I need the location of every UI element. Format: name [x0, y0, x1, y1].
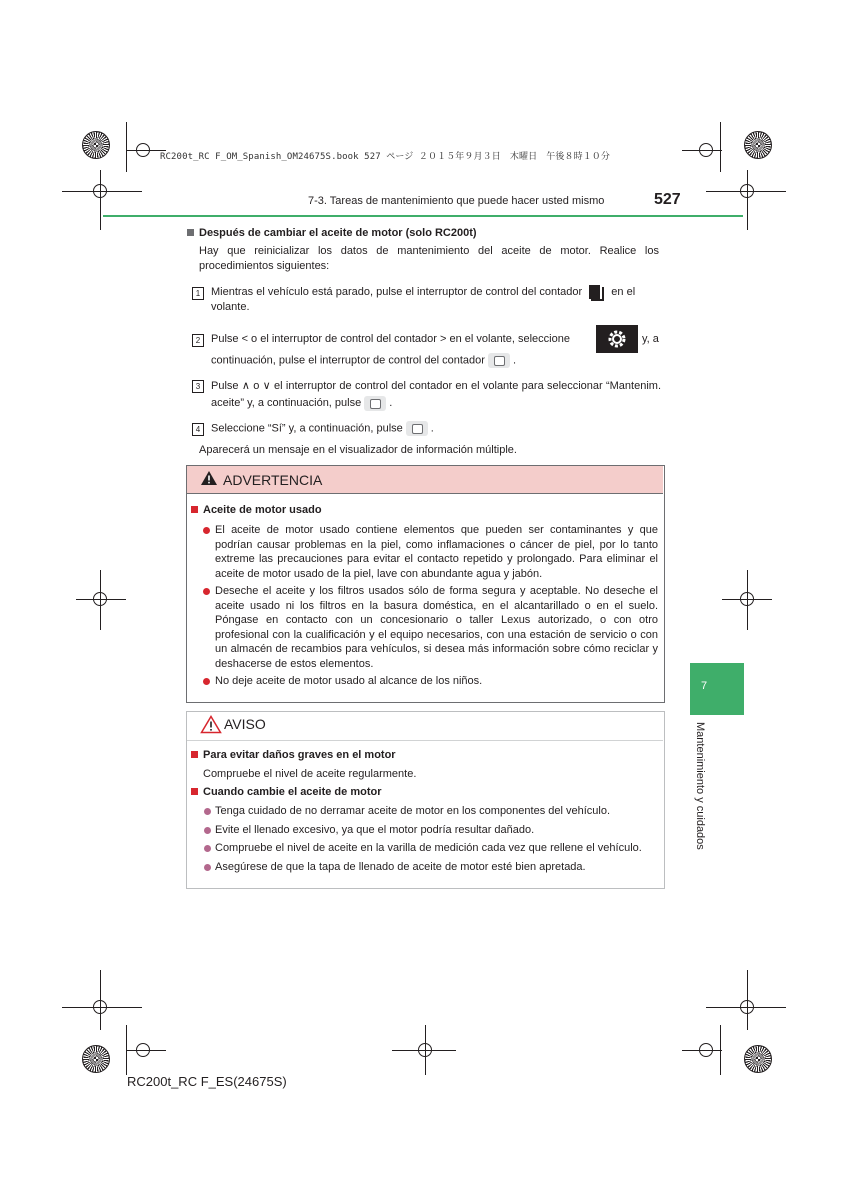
square-bullet-icon — [191, 751, 198, 758]
bullet-icon — [203, 588, 210, 595]
notice-subheading — [191, 786, 382, 798]
registration-mark-icon — [136, 1043, 150, 1057]
step-2-text: Pulse < o el interruptor de control del contador > en el volante, seleccione — [211, 333, 570, 345]
warning-bullet-text: Deseche el aceite y los filtros usados sólo de forma segura y aceptable. No deseche el aceite usado ni los filtros en la basura doméstica, en el alcantarillado o en el suelo. Póngase en contacto con un concesionario o taller Lexus autorizado, o con otro profesional con la cualificación y el equipo necesarios, con una estación de servicio o con un almacén de recambios para vehículos, si desea más información sobre cómo reciclar y deshacerse de estos elementos. — [215, 585, 658, 670]
crop-line — [425, 1025, 426, 1075]
step-2-text-b: y, a — [642, 333, 659, 345]
step-1-text-c: volante. — [211, 301, 250, 313]
step-number: 1 — [192, 287, 204, 300]
section-heading — [187, 227, 477, 239]
chapter-label: Mantenimiento y cuidados — [694, 722, 706, 850]
square-bullet-icon — [191, 788, 198, 795]
crop-line — [126, 122, 127, 172]
file-header: RC200t_RC F_OM_Spanish_OM24675S.book 527 ページ ２０１５年９月３日 木曜日 午後８時１０分 — [160, 152, 610, 162]
warning-subheading — [191, 504, 322, 516]
notice-text: Compruebe el nivel de aceite regularmente. — [203, 768, 417, 780]
notice-bullet-text: Asegúrese de que la tapa de llenado de aceite de motor esté bien apretada. — [215, 861, 586, 873]
sunburst-target-icon — [744, 131, 772, 159]
enter-button-icon — [364, 396, 386, 411]
step-text — [211, 332, 661, 347]
step-2-text-c: continuación, pulse el interruptor de control del contador — [211, 354, 485, 367]
footer-code: RC200t_RC F_ES(24675S) — [127, 1074, 287, 1089]
page-number: 527 — [654, 191, 681, 208]
notice-title: AVISO — [224, 716, 266, 732]
warning-subheading-text: Aceite de motor usado — [203, 504, 322, 516]
bullet-icon — [204, 827, 211, 834]
settings-gear-icon — [596, 325, 638, 353]
step-text — [211, 378, 661, 412]
registration-mark-icon — [699, 1043, 713, 1057]
warning-bullet-text: No deje aceite de motor usado al alcance de los niños. — [215, 675, 483, 687]
step-text — [211, 285, 661, 315]
enter-button-icon — [488, 353, 510, 368]
registration-mark-icon — [699, 143, 713, 157]
crop-line — [747, 170, 748, 230]
closing-paragraph: Aparecerá un mensaje en el visualizador de información múltiple. — [199, 444, 517, 456]
crop-line — [747, 570, 748, 630]
registration-mark-icon — [136, 143, 150, 157]
step-3-text: Pulse ∧ o ∨ el interruptor de control del contador en el volante para seleccionar “Mantenim. aceite” y, a continuación, pulse — [211, 380, 661, 409]
crop-line — [126, 1025, 127, 1075]
step-text — [211, 421, 661, 436]
crop-line — [100, 970, 101, 1030]
notice-bullet-text: Evite el llenado excesivo, ya que el motor podría resultar dañado. — [215, 824, 535, 836]
crop-line — [720, 122, 721, 172]
bullet-icon — [204, 808, 211, 815]
section-title: 7-3. Tareas de mantenimiento que puede hacer usted mismo — [308, 195, 605, 207]
notice-bullet-text: Compruebe el nivel de aceite en la varilla de medición cada vez que rellene el vehículo. — [215, 842, 642, 854]
square-bullet-icon — [187, 229, 194, 236]
step-1-text-b: en el — [611, 286, 636, 298]
step-1-text: Mientras el vehículo está parado, pulse el interruptor de control del contador — [211, 286, 583, 298]
warning-bullet-text: El aceite de motor usado contiene elementos que pueden ser contaminantes y que podrían causar problemas en la piel, como inflamaciones o cáncer de piel, por lo tanto extreme las precauciones para evitar el contacto repetido y prolongado. Para eliminar el aceite de motor usado de la piel, lave con abundante agua y jabón. — [215, 524, 658, 580]
notice-header-rule — [187, 740, 663, 741]
bullet-icon — [203, 527, 210, 534]
square-bullet-icon — [191, 506, 198, 513]
step-4-text-b: . — [430, 422, 434, 435]
warning-triangle-icon — [200, 470, 218, 491]
warning-triangle-icon — [200, 715, 222, 739]
bullet-icon — [204, 864, 211, 871]
step-number: 3 — [192, 380, 204, 393]
display-switch-icon — [589, 285, 602, 299]
crop-line — [720, 1025, 721, 1075]
section-heading-text: Después de cambiar el aceite de motor (solo RC200t) — [199, 227, 477, 239]
crop-line — [100, 570, 101, 630]
crop-line — [100, 170, 101, 230]
step-number: 2 — [192, 334, 204, 347]
notice-subheading-text: Cuando cambie el aceite de motor — [203, 786, 382, 798]
sunburst-target-icon — [82, 131, 110, 159]
warning-title: ADVERTENCIA — [223, 472, 323, 488]
chapter-number: 7 — [700, 680, 708, 692]
sunburst-target-icon — [744, 1045, 772, 1073]
step-4-text: Seleccione “Sí” y, a continuación, pulse — [211, 422, 403, 435]
enter-button-icon — [406, 421, 428, 436]
bullet-icon — [204, 845, 211, 852]
notice-subheading — [191, 749, 396, 761]
sunburst-target-icon — [82, 1045, 110, 1073]
header-rule — [103, 215, 743, 217]
intro-paragraph: Hay que reinicializar los datos de mantenimiento del aceite de motor. Realice los procedimientos siguientes: — [199, 245, 659, 272]
bullet-icon — [203, 678, 210, 685]
notice-bullet-text: Tenga cuidado de no derramar aceite de motor en los componentes del vehículo. — [215, 805, 611, 817]
step-text — [211, 353, 661, 368]
step-3-text-b: . — [389, 397, 393, 409]
notice-subheading-text: Para evitar daños graves en el motor — [203, 749, 396, 761]
crop-line — [747, 970, 748, 1030]
step-number: 4 — [192, 423, 204, 436]
step-2-text-d: . — [512, 354, 517, 367]
